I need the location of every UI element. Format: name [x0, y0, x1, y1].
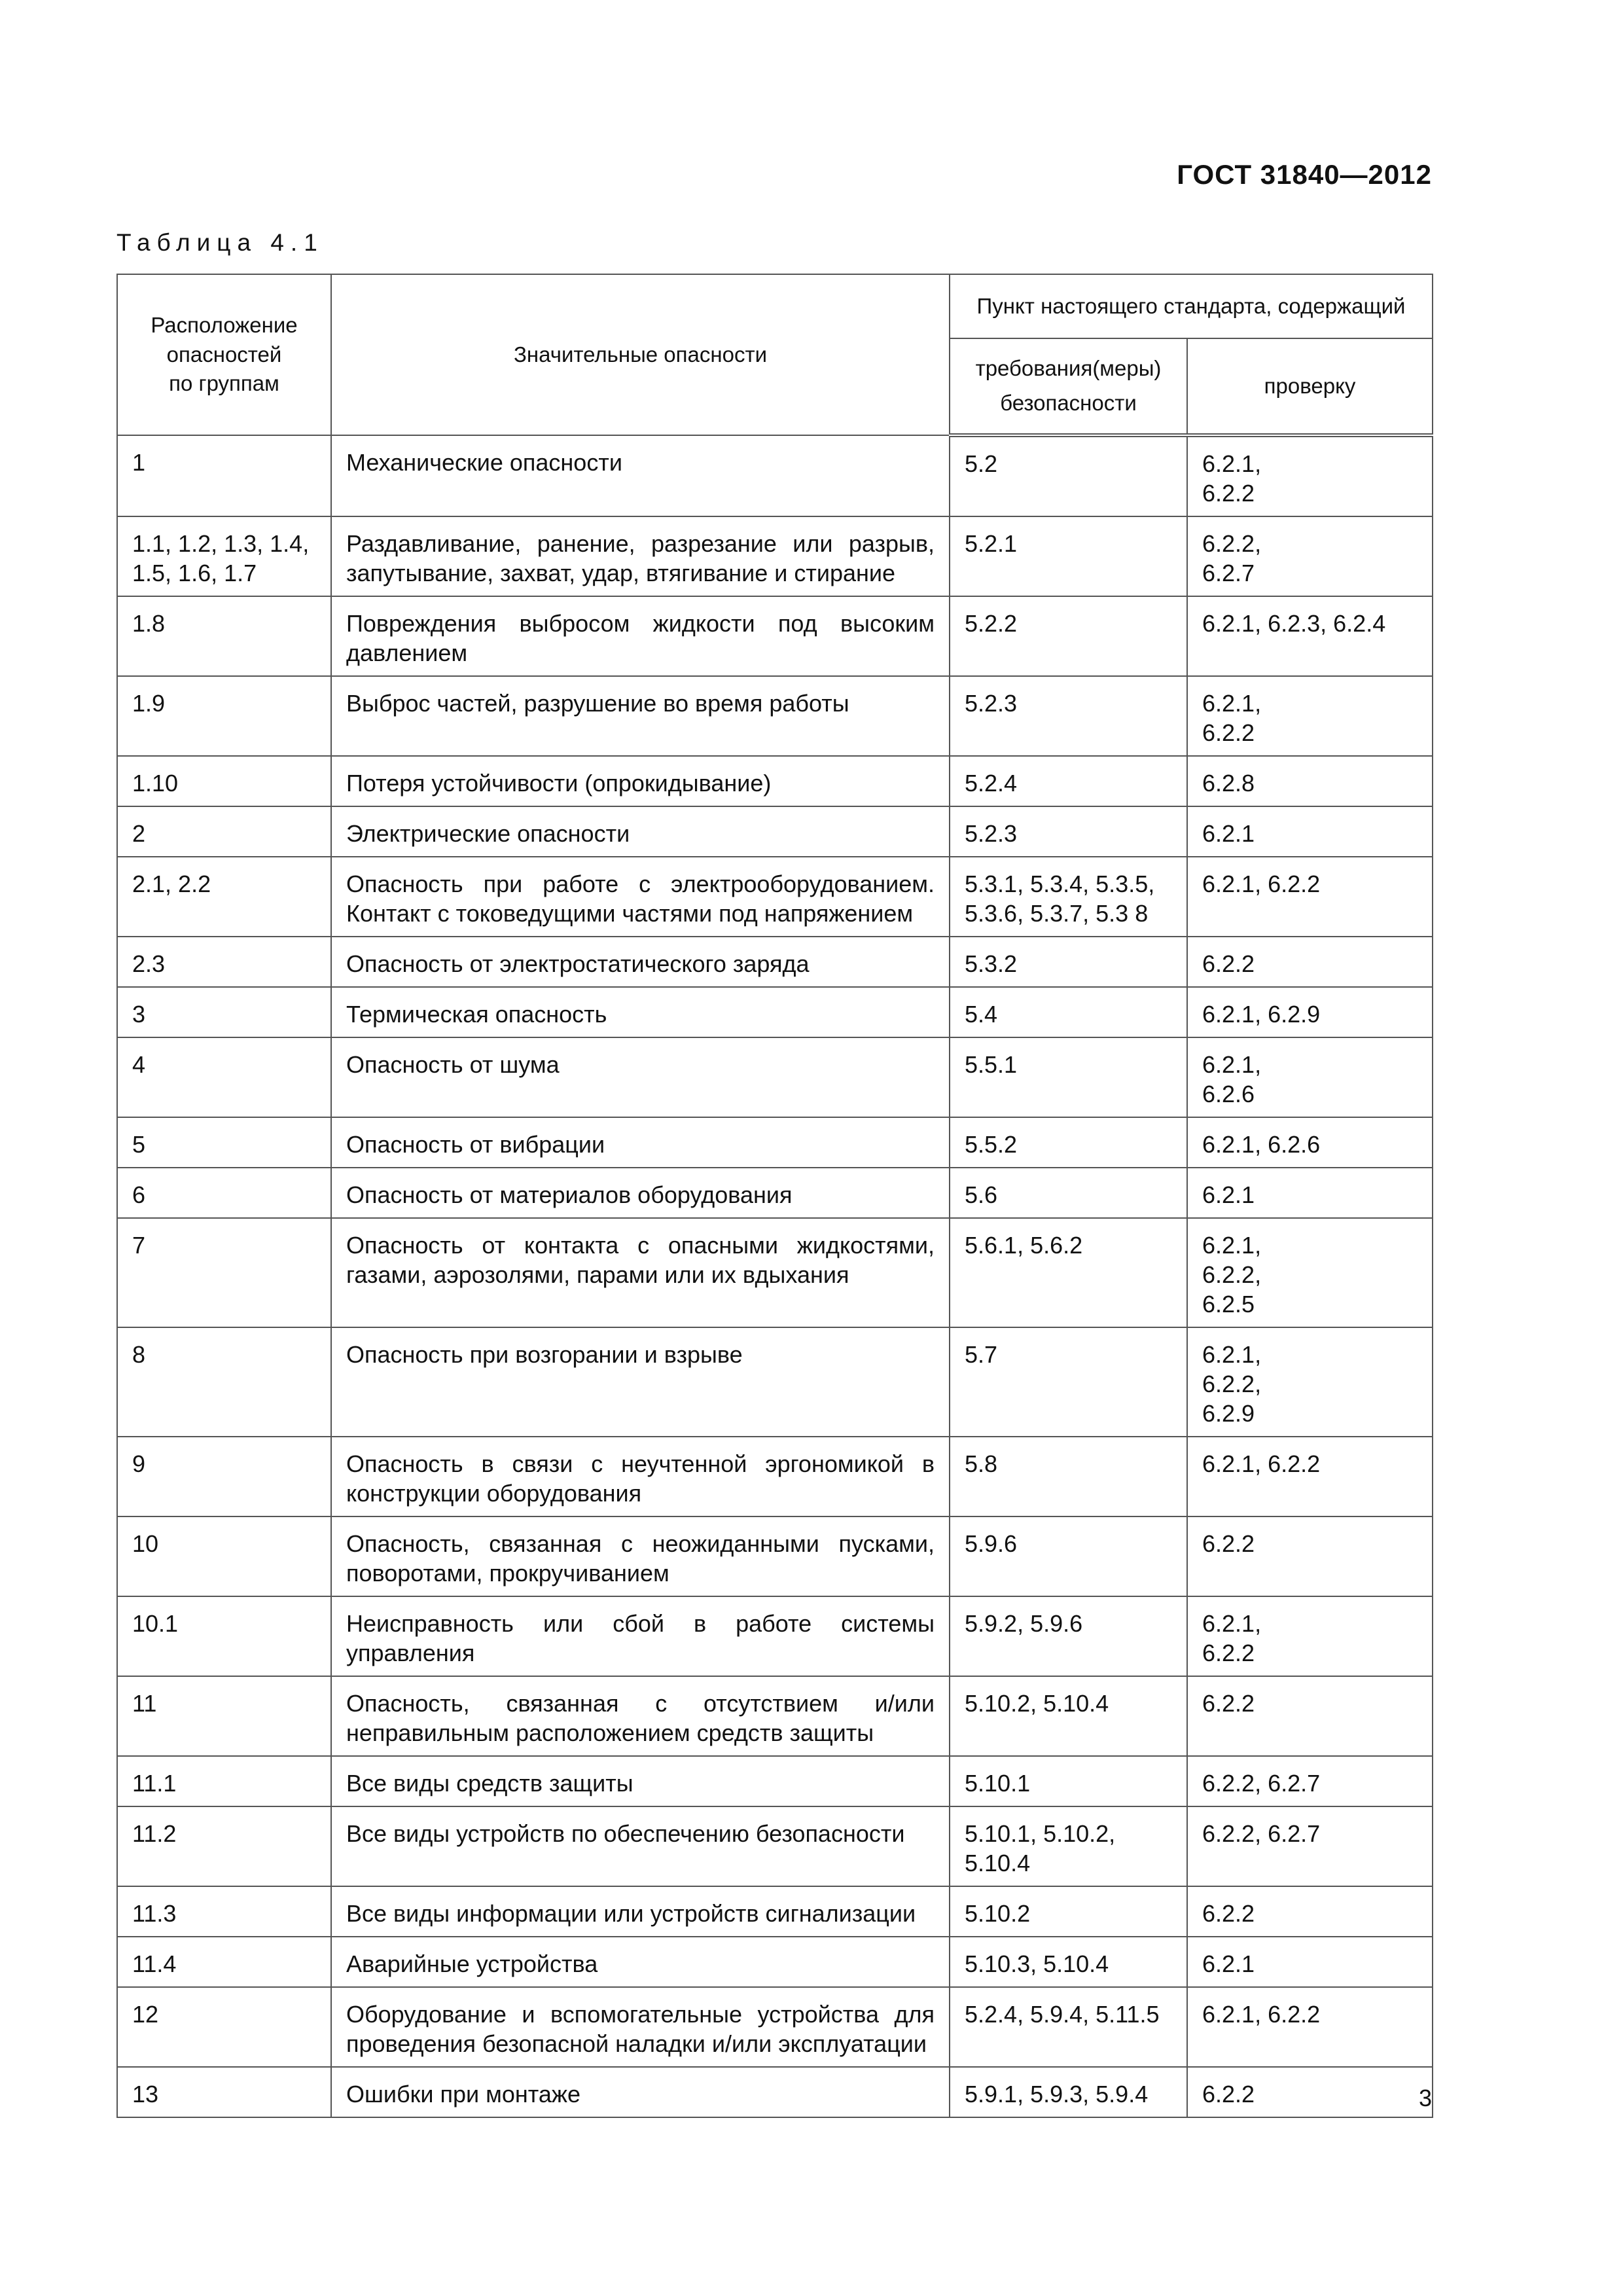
- cell-group-text: 4: [132, 1051, 146, 1078]
- cell-hazard-text: Опасность, связанная с неожиданными пусками, поворотами, прокручиванием: [346, 1530, 935, 1587]
- cell-requirements: [950, 1117, 1187, 1168]
- cell-verification-text: 6.2.1, 6.2.6: [1202, 1051, 1262, 1107]
- cell-group-text: 9: [132, 1450, 146, 1477]
- header-verification: проверку: [1187, 338, 1433, 435]
- cell-verification: [1187, 756, 1433, 806]
- cell-requirements-text: 5.6.1, 5.6.2: [965, 1232, 1083, 1259]
- cell-group-text: 1.8: [132, 610, 166, 637]
- cell-requirements-text: 5.9.2, 5.9.6: [965, 1610, 1083, 1637]
- cell-group-text: 11.3: [132, 1900, 177, 1927]
- table-row: [117, 516, 1433, 596]
- cell-requirements: [950, 937, 1187, 987]
- cell-verification: [1187, 2067, 1433, 2117]
- cell-verification: [1187, 1437, 1433, 1516]
- table-row: [117, 756, 1433, 806]
- cell-group-text: 1.1, 1.2, 1.3, 1.4, 1.5, 1.6, 1.7: [132, 530, 310, 586]
- cell-verification: [1187, 1117, 1433, 1168]
- cell-requirements: [950, 1327, 1187, 1437]
- cell-hazard: [331, 1218, 950, 1327]
- cell-verification-text: 6.2.1: [1202, 1181, 1255, 1208]
- cell-requirements-text: 5.6: [965, 1181, 998, 1208]
- cell-hazard: [331, 596, 950, 676]
- cell-group-text: 1: [132, 449, 146, 476]
- cell-group-text: 11: [132, 1690, 157, 1717]
- cell-hazard-text: Опасность от электростатического заряда: [346, 950, 810, 977]
- cell-group: [117, 1806, 331, 1886]
- cell-hazard: [331, 1676, 950, 1756]
- cell-group: [117, 1327, 331, 1437]
- cell-hazard-text: Термическая опасность: [346, 1001, 607, 1028]
- cell-requirements-text: 5.2.3: [965, 820, 1018, 847]
- cell-hazard-text: Опасность в связи с неучтенной эргономикой в конструкции оборудования: [346, 1450, 935, 1507]
- header-clause: Пункт настоящего стандарта, содержащий: [950, 274, 1433, 338]
- cell-requirements-text: 5.5.2: [965, 1131, 1018, 1158]
- cell-group: [117, 1037, 331, 1117]
- cell-hazard-text: Потеря устойчивости (опрокидывание): [346, 770, 772, 797]
- cell-group-text: 10.1: [132, 1610, 179, 1637]
- cell-verification-text: 6.2.1, 6.2.3, 6.2.4: [1202, 610, 1386, 637]
- cell-requirements-text: 5.10.3, 5.10.4: [965, 1950, 1109, 1977]
- cell-group-text: 11.1: [132, 1770, 177, 1797]
- cell-hazard: [331, 435, 950, 516]
- standard-code: ГОСТ 31840—2012: [1177, 159, 1432, 190]
- cell-hazard-text: Все виды средств защиты: [346, 1770, 633, 1797]
- cell-verification: [1187, 676, 1433, 756]
- cell-requirements-text: 5.3.1, 5.3.4, 5.3.5, 5.3.6, 5.3.7, 5.3 8: [965, 870, 1155, 927]
- cell-verification: [1187, 1516, 1433, 1596]
- cell-requirements: [950, 1037, 1187, 1117]
- cell-hazard-text: Все виды информации или устройств сигнализации: [346, 1900, 916, 1927]
- cell-requirements: [950, 435, 1187, 516]
- header-hazards: Значительные опасности: [331, 274, 950, 435]
- cell-group-text: 2.1, 2.2: [132, 870, 211, 897]
- cell-hazard: [331, 1168, 950, 1218]
- cell-requirements-text: 5.2.4, 5.9.4, 5.11.5: [965, 2001, 1160, 2028]
- table-row: [117, 1117, 1433, 1168]
- cell-group: [117, 987, 331, 1037]
- cell-requirements-text: 5.5.1: [965, 1051, 1018, 1078]
- cell-group: [117, 676, 331, 756]
- cell-hazard-text: Оборудование и вспомогательные устройства для проведения безопасной наладки и/или эксплуатации: [346, 2001, 935, 2057]
- cell-group: [117, 516, 331, 596]
- cell-hazard-text: Опасность от контакта с опасными жидкостями, газами, аэрозолями, парами или их вдыхания: [346, 1232, 935, 1288]
- cell-verification: [1187, 1806, 1433, 1886]
- cell-requirements: [950, 676, 1187, 756]
- cell-group: [117, 596, 331, 676]
- cell-hazard-text: Аварийные устройства: [346, 1950, 598, 1977]
- cell-hazard-text: Опасность от вибрации: [346, 1131, 605, 1158]
- table-row: [117, 857, 1433, 937]
- table-row: [117, 1037, 1433, 1117]
- table-row: [117, 1756, 1433, 1806]
- cell-requirements: [950, 2067, 1187, 2117]
- table-row: [117, 1437, 1433, 1516]
- cell-group-text: 5: [132, 1131, 146, 1158]
- cell-group: [117, 1937, 331, 1987]
- cell-verification-text: 6.2.1, 6.2.2: [1202, 870, 1321, 897]
- cell-hazard: [331, 857, 950, 937]
- cell-verification: [1187, 596, 1433, 676]
- cell-group-text: 11.2: [132, 1820, 177, 1847]
- cell-requirements: [950, 1168, 1187, 1218]
- table-row: [117, 937, 1433, 987]
- cell-requirements: [950, 806, 1187, 857]
- cell-verification-text: 6.2.2: [1202, 1900, 1255, 1927]
- cell-hazard-text: Опасность от материалов оборудования: [346, 1181, 793, 1208]
- table-row: [117, 1596, 1433, 1676]
- cell-hazard-text: Опасность при возгорании и взрыве: [346, 1341, 743, 1368]
- cell-verification: [1187, 1168, 1433, 1218]
- cell-requirements: [950, 756, 1187, 806]
- table-row: [117, 1676, 1433, 1756]
- cell-group: [117, 1596, 331, 1676]
- cell-verification: [1187, 1987, 1433, 2067]
- cell-verification-text: 6.2.1: [1202, 820, 1255, 847]
- cell-group-text: 6: [132, 1181, 146, 1208]
- cell-verification-text: 6.2.1, 6.2.2: [1202, 1610, 1262, 1666]
- cell-verification-text: 6.2.8: [1202, 770, 1255, 797]
- cell-requirements-text: 5.8: [965, 1450, 998, 1477]
- cell-hazard-text: Раздавливание, ранение, разрезание или разрыв, запутывание, захват, удар, втягивание и стирание: [346, 530, 935, 586]
- cell-verification: [1187, 1327, 1433, 1437]
- cell-group-text: 2.3: [132, 950, 166, 977]
- cell-hazard: [331, 676, 950, 756]
- cell-requirements-text: 5.2.2: [965, 610, 1018, 637]
- cell-requirements-text: 5.2.1: [965, 530, 1018, 557]
- cell-group: [117, 1168, 331, 1218]
- cell-group: [117, 857, 331, 937]
- cell-requirements: [950, 1218, 1187, 1327]
- cell-group-text: 3: [132, 1001, 146, 1028]
- cell-group: [117, 1516, 331, 1596]
- cell-requirements: [950, 516, 1187, 596]
- cell-group-text: 1.9: [132, 690, 166, 717]
- cell-verification-text: 6.2.1, 6.2.2: [1202, 690, 1262, 746]
- cell-verification: [1187, 1937, 1433, 1987]
- table-row: [117, 435, 1433, 516]
- cell-requirements: [950, 1516, 1187, 1596]
- table-row: [117, 1218, 1433, 1327]
- cell-group: [117, 1218, 331, 1327]
- cell-group: [117, 1117, 331, 1168]
- cell-group: [117, 756, 331, 806]
- cell-verification-text: 6.2.2: [1202, 2081, 1255, 2108]
- cell-requirements-text: 5.10.1: [965, 1770, 1031, 1797]
- cell-verification: [1187, 987, 1433, 1037]
- cell-verification-text: 6.2.1, 6.2.2, 6.2.9: [1202, 1341, 1262, 1427]
- page-number: 3: [1418, 2085, 1432, 2111]
- cell-hazard-text: Опасность от шума: [346, 1051, 560, 1078]
- cell-hazard-text: Механические опасности: [346, 449, 622, 476]
- cell-requirements: [950, 1987, 1187, 2067]
- cell-verification: [1187, 1756, 1433, 1806]
- table-row: [117, 1168, 1433, 1218]
- cell-group: [117, 1987, 331, 2067]
- cell-verification-text: 6.2.1, 6.2.2, 6.2.5: [1202, 1232, 1262, 1318]
- cell-verification-text: 6.2.2: [1202, 1690, 1255, 1717]
- cell-verification: [1187, 806, 1433, 857]
- cell-hazard: [331, 1756, 950, 1806]
- cell-verification-text: 6.2.1, 6.2.2: [1202, 1450, 1321, 1477]
- cell-verification-text: 6.2.2: [1202, 1530, 1255, 1557]
- cell-requirements-text: 5.9.1, 5.9.3, 5.9.4: [965, 2081, 1149, 2108]
- cell-requirements-text: 5.2.3: [965, 690, 1018, 717]
- table-row: [117, 1327, 1433, 1437]
- cell-verification: [1187, 1676, 1433, 1756]
- cell-requirements-text: 5.3.2: [965, 950, 1018, 977]
- cell-hazard: [331, 1437, 950, 1516]
- cell-verification: [1187, 1037, 1433, 1117]
- cell-group: [117, 1437, 331, 1516]
- cell-hazard: [331, 1987, 950, 2067]
- cell-requirements: [950, 1676, 1187, 1756]
- cell-requirements: [950, 1937, 1187, 1987]
- table-body: [117, 435, 1433, 2117]
- cell-group-text: 13: [132, 2081, 159, 2108]
- cell-hazard: [331, 987, 950, 1037]
- cell-hazard-text: Опасность при работе с электрооборудованием. Контакт с токоведущими частями под напряжением: [346, 870, 935, 927]
- cell-requirements-text: 5.10.1, 5.10.2, 5.10.4: [965, 1820, 1116, 1876]
- cell-requirements: [950, 857, 1187, 937]
- cell-group: [117, 1886, 331, 1937]
- cell-hazard: [331, 1937, 950, 1987]
- cell-requirements: [950, 1756, 1187, 1806]
- cell-verification: [1187, 937, 1433, 987]
- cell-group-text: 11.4: [132, 1950, 177, 1977]
- table-row: [117, 1937, 1433, 1987]
- cell-requirements-text: 5.4: [965, 1001, 998, 1028]
- cell-group: [117, 937, 331, 987]
- cell-requirements-text: 5.10.2, 5.10.4: [965, 1690, 1109, 1717]
- cell-requirements-text: 5.2.4: [965, 770, 1018, 797]
- cell-verification-text: 6.2.2, 6.2.7: [1202, 1820, 1321, 1847]
- cell-hazard: [331, 756, 950, 806]
- cell-hazard-text: Повреждения выбросом жидкости под высоким давлением: [346, 610, 935, 666]
- cell-requirements-text: 5.9.6: [965, 1530, 1018, 1557]
- cell-requirements-text: 5.10.2: [965, 1900, 1031, 1927]
- cell-group: [117, 435, 331, 516]
- hazards-table: [116, 274, 1433, 2118]
- cell-hazard: [331, 1806, 950, 1886]
- cell-hazard: [331, 1886, 950, 1937]
- cell-verification-text: 6.2.1, 6.2.2: [1202, 450, 1262, 507]
- table-row: [117, 806, 1433, 857]
- header-group: Расположение опасностей по группам: [117, 274, 331, 435]
- cell-verification-text: 6.2.1, 6.2.6: [1202, 1131, 1321, 1158]
- cell-verification: [1187, 1218, 1433, 1327]
- cell-requirements: [950, 596, 1187, 676]
- cell-group-text: 10: [132, 1530, 159, 1557]
- cell-verification: [1187, 857, 1433, 937]
- cell-hazard-text: Опасность, связанная с отсутствием и/или неправильным расположением средств защиты: [346, 1690, 935, 1746]
- table-row: [117, 1886, 1433, 1937]
- cell-hazard-text: Все виды устройств по обеспечению безопасности: [346, 1820, 905, 1847]
- cell-requirements: [950, 1886, 1187, 1937]
- table-row: [117, 1806, 1433, 1886]
- cell-hazard: [331, 1327, 950, 1437]
- cell-hazard: [331, 937, 950, 987]
- cell-group-text: 1.10: [132, 770, 179, 797]
- cell-verification-text: 6.2.1: [1202, 1950, 1255, 1977]
- cell-hazard: [331, 1516, 950, 1596]
- table-row: [117, 2067, 1433, 2117]
- cell-requirements: [950, 1806, 1187, 1886]
- cell-requirements-text: 5.7: [965, 1341, 998, 1368]
- cell-requirements: [950, 1437, 1187, 1516]
- header-requirements: требования(меры) безопасности: [950, 338, 1187, 435]
- cell-verification: [1187, 1886, 1433, 1937]
- cell-group: [117, 806, 331, 857]
- table-row: [117, 676, 1433, 756]
- cell-verification: [1187, 1596, 1433, 1676]
- cell-hazard: [331, 2067, 950, 2117]
- cell-hazard-text: Неисправность или сбой в работе системы управления: [346, 1610, 935, 1666]
- cell-hazard: [331, 1037, 950, 1117]
- table-row: [117, 987, 1433, 1037]
- table-caption: Таблица 4.1: [116, 229, 324, 256]
- cell-requirements: [950, 987, 1187, 1037]
- cell-hazard-text: Электрические опасности: [346, 820, 630, 847]
- table-row: [117, 1516, 1433, 1596]
- cell-requirements: [950, 1596, 1187, 1676]
- cell-requirements-text: 5.2: [965, 450, 998, 477]
- cell-group: [117, 1756, 331, 1806]
- cell-hazard: [331, 806, 950, 857]
- cell-hazard-text: Ошибки при монтаже: [346, 2081, 580, 2108]
- table-row: [117, 1987, 1433, 2067]
- cell-verification-text: 6.2.2, 6.2.7: [1202, 530, 1262, 586]
- cell-hazard: [331, 1596, 950, 1676]
- cell-verification: [1187, 516, 1433, 596]
- cell-verification-text: 6.2.2: [1202, 950, 1255, 977]
- cell-group-text: 8: [132, 1341, 146, 1368]
- cell-hazard-text: Выброс частей, разрушение во время работы: [346, 690, 849, 717]
- table-row: [117, 596, 1433, 676]
- cell-verification-text: 6.2.1, 6.2.2: [1202, 2001, 1321, 2028]
- cell-group: [117, 2067, 331, 2117]
- cell-group-text: 7: [132, 1232, 146, 1259]
- cell-verification-text: 6.2.1, 6.2.9: [1202, 1001, 1321, 1028]
- cell-verification-text: 6.2.2, 6.2.7: [1202, 1770, 1321, 1797]
- cell-verification: [1187, 435, 1433, 516]
- cell-hazard: [331, 516, 950, 596]
- cell-group-text: 2: [132, 820, 146, 847]
- cell-hazard: [331, 1117, 950, 1168]
- cell-group-text: 12: [132, 2001, 159, 2028]
- cell-group: [117, 1676, 331, 1756]
